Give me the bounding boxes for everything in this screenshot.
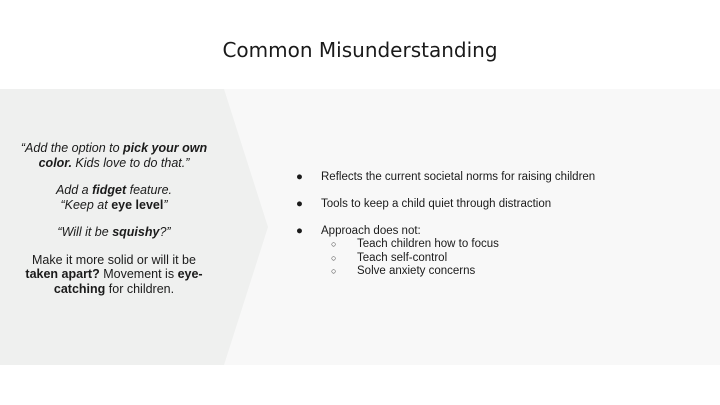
quote-text: ” (163, 197, 168, 212)
paragraph-text: Make it more solid or will it be (32, 252, 196, 267)
paragraph-emphasis: taken apart? (25, 267, 100, 281)
bullet-item (296, 197, 676, 211)
sub-bullet-list (321, 238, 676, 279)
quote-text: Kids love to do that.” (71, 155, 190, 170)
bullet-list (296, 170, 676, 292)
bullet-text: Reflects the current societal norms for raising children (321, 171, 596, 183)
hollow-bullet-icon: ○ (331, 252, 337, 263)
quote-emphasis: pick your own color. (38, 141, 208, 170)
bullet-text: Tools to keep a child quiet through distraction (321, 198, 552, 210)
quote-text: “Keep at (60, 197, 112, 212)
movement-paragraph (14, 253, 214, 297)
quote-emphasis: eye level (111, 197, 164, 212)
quote-color (14, 141, 214, 170)
paragraph-text: for children. (105, 281, 175, 296)
bullet-item (296, 170, 676, 184)
quote-text: “Add the option to (20, 141, 124, 155)
hollow-bullet-icon: ○ (331, 239, 337, 249)
quote-text: ?” (159, 225, 171, 239)
paragraph-emphasis: eye-catching (53, 267, 203, 296)
bullet-item (296, 224, 676, 279)
sub-bullet-item (321, 265, 676, 279)
paragraph-text: Movement is (99, 267, 178, 281)
sub-bullet-text: Solve anxiety concerns (357, 265, 476, 277)
bullet-dot-icon: ● (296, 171, 303, 183)
quote-fidget (14, 183, 214, 212)
bullet-dot-icon: ● (296, 198, 303, 210)
quote-text: feature. (126, 183, 173, 197)
quote-emphasis: squishy (112, 225, 160, 239)
sub-bullet-text: Teach children how to focus (357, 238, 499, 250)
bullet-text: Approach does not: (321, 225, 421, 237)
quote-text: Add a (55, 183, 93, 197)
quote-squishy (14, 225, 214, 240)
quotes-panel (14, 141, 214, 309)
quote-emphasis: fidget (92, 183, 127, 197)
sub-bullet-item (321, 252, 676, 266)
quote-text: “Will it be (57, 225, 113, 239)
sub-bullet-item (321, 238, 676, 252)
hollow-bullet-icon: ○ (331, 266, 337, 276)
bullet-dot-icon: ● (296, 225, 303, 237)
sub-bullet-text: Teach self-control (357, 251, 448, 264)
slide-title: Common Misunderstanding (222, 38, 498, 62)
